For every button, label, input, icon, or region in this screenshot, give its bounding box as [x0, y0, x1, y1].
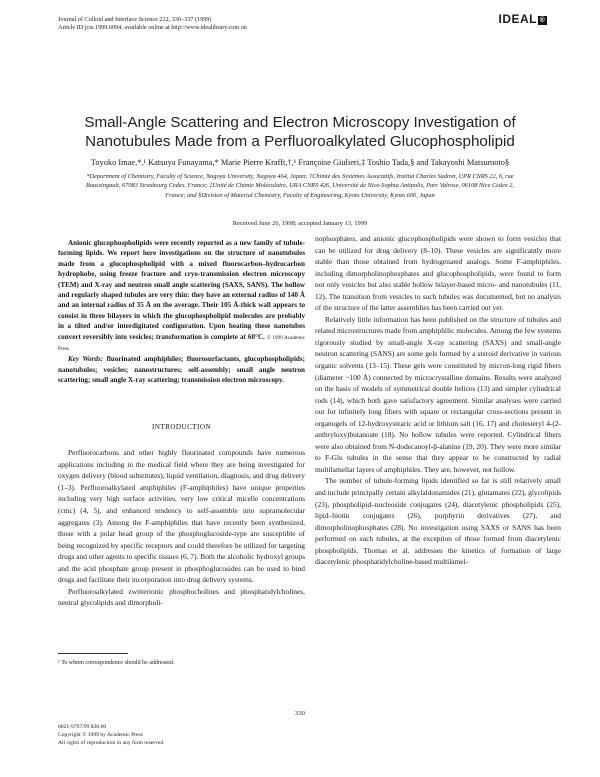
copyright-line: Copyright © 1999 by Academic Press — [58, 731, 143, 738]
issn-copyright-block — [58, 724, 165, 747]
intro-paragraph: Perfluorocarbons and other highly fluorinated compounds have numerous applications including in the medical field where they are being investigated for oxygen delivery (blood substitutes), liquid ventilation, diagnosis, and drug delivery (1–3). Perfluoroalkylated amphiphiles (F-amphiphiles) have unique properties including very high surface activities, very low critical micelle concentrations (cmc) (4, 5), and enhanced tendency to self-assemble into supramolecular aggregates (3). Among the F-amphiphiles that have recently been synthesized, those with a polar head group of the phosphoglucoside-type are susceptible of being recognized by specific receptors and could therefore be utilized for targeting drugs and other agents to specific tissues (6, 7). Both the alcoholic hydroxyl groups and the acid phosphate group present in phosphoglucosides can be used to bind drugs and facilitate their incorporation into drug delivery systems. — [58, 448, 305, 585]
article-title: Small-Angle Scattering and Electron Microscopy Investigation of Nanotubules Made from a Perfluoroalkylated Glucophospholipid — [84, 114, 516, 150]
section-title-introduction: INTRODUCTION — [151, 422, 212, 431]
correspondence-footnote: ¹ To whom correspondence should be addressed. — [58, 660, 175, 666]
footnote-divider — [58, 653, 128, 654]
body-paragraph: Relatively little information has been published on the structure of tubules and related microstructures made from amphiphilic molecules. Among the few systems rigorously studied by small-angle X-ray scattering (SAXS) and small-angle neutron scattering (SANS) are some gels formed by a steroid derivative in various organic solvents (13–15). These gels were constituted by micron-long rigid fibers (diameter ~100 Å) connected by microcrystalline domains. Results were analyzed on the basis of models of symmetrical double helices (13) and simpler cylindrical rods (14), which both gave satisfactory agreement. Similar analyses were carried out for infinitely long fibers with square or rectangular cross-sections present in organogels of 12-hydroxystearic acid or lithium salt (16, 17) and cholesteryl 4-(2-anthryloxy)butanoate (18). No hollow tubules were reported. Cylindrical fibers were also obtained from N-dodecanoyl-β-alanine (19, 20). They were more similar to F-Glu tubules in the sense that they appear to be constructed by radial multilamellar layers of amphiphiles. They are, however, not hollow. — [315, 314, 561, 474]
keywords-label: Key Words: — [68, 355, 104, 364]
affiliations: *Department of Chemistry, Faculty of Science, Nagoya University, Nagoya 464, Japan; †Chimie des Systèmes Associatifs, Institut Charles Sadron, UPR CNRS 22, 6, rue Boussingault, 67083 Strasbourg Cedex, France; ‡Unité de Chimie Moléculaire, URA CNRS 426, Université de Nice-Sophia Antipolis, Parc Valrose, 06108 Nice Cedex 2, France; and §Division of Material Chemistry, Faculty of Engineering, Kyoto University, Kyoto 606, Japan — [85, 173, 514, 199]
body-paragraph: nophosphates, and anionic glucophospholipids were shown to form vesicles that can be utilized for drug delivery (8–10). These vesicles are significantly more stable than those obtained from hydrogenated analogs. Some F-amphiphiles, including dimorpholinophosphates and glucophospholipids, were found to form not only vesicles but also stable hollow bilayer-based micro- and nanotubules (11, 12). The transition from vesicles to such tubules was documented, but no analysis of the structure of the latter assemblies has been carried out yet. — [315, 234, 561, 313]
article-id-line: Article ID jcis.1999.6094, available online at http://www.idealibrary.com on — [58, 24, 247, 31]
ideal-logo[interactable] — [498, 12, 549, 26]
abstract-text: Anionic glucophospholipids were recently reported as a new family of tubule-forming lipids. We report here investigations on the structure of nanotubules made from a glucophospholipid with a mixed fluorocarbon–hydrocarbon hydrophobe, using freeze fracture and cryo-transmission electron microscopy (TEM) and X-ray and neutron small angle scattering (SAXS, SANS). The hollow and regularly shaped tubules are very thin: they have an external radius of 140 Å and an internal radius of 35 Å on the average. Their 105 Å-thick wall appears to consist in three bilayers in which the glucophospholipid molecules are probably in a tilted and/or interdigitated configuration. Upon heating these nanotubes convert reversibly into vesicles; transformation is complete at 60°C. — [58, 239, 305, 341]
issn-line: 0021-9797/99 $30.00 — [58, 724, 107, 730]
body-paragraph: The number of tubule-forming lipids identified so far is still relatively small and include principally certain alkylaldonamides (21), glutamates (22), glycolipids (23), phospholipid–nucleoside conjugates (24), diacetylenic phospholipids (25), lipid–biotin conjugates (26), porphyrin derivatives (27), and dimorpholinophosphates (28). No investigation using SAXS or SANS has been performed on such tubules, at the exception of those formed from diacetylenic phospholipids. Thomas et al. addresses the kinetics of formation of large diacetylenic phosphatidylcholine-based multilamel- — [315, 476, 561, 567]
rights-line: All rights of reproduction in any form reserved. — [58, 739, 165, 746]
journal-header — [58, 12, 548, 32]
ideal-mark-icon: ® — [539, 17, 546, 24]
intro-paragraph: Perfluoroalkylated zwitterionic phosphocholines and phosphatidylcholines, neutral glycolipids and dimorpholi- — [58, 586, 305, 608]
right-column — [315, 233, 561, 568]
received-dates: Received June 26, 1998; accepted January 13, 1999 — [232, 220, 368, 227]
journal-citation: Journal of Colloid and Interface Science 212, 330–337 (1999) — [58, 16, 212, 23]
author-list: Toyoko Imae,*,¹ Katsuya Funayama,* Marie Pierre Krafft,†,¹ Françoise Giulieri,‡ Toshio Tada,§ and Takayoshi Matsumoto§ — [90, 158, 510, 167]
keywords: fluorinated amphiphiles; fluorosurfactants, glucophospholipids; nanotubules; vesicles; nanostructures; self-assembly; small angle neutron scattering; small angle X-ray scattering; transmission electron microscopy. — [58, 355, 305, 385]
ideal-logo-text: IDEAL — [498, 12, 537, 26]
left-column — [58, 238, 305, 609]
abstract — [58, 238, 305, 386]
abstract-copyright: © 1999 Academic Press — [58, 334, 305, 353]
page-number: 330 — [295, 710, 305, 717]
